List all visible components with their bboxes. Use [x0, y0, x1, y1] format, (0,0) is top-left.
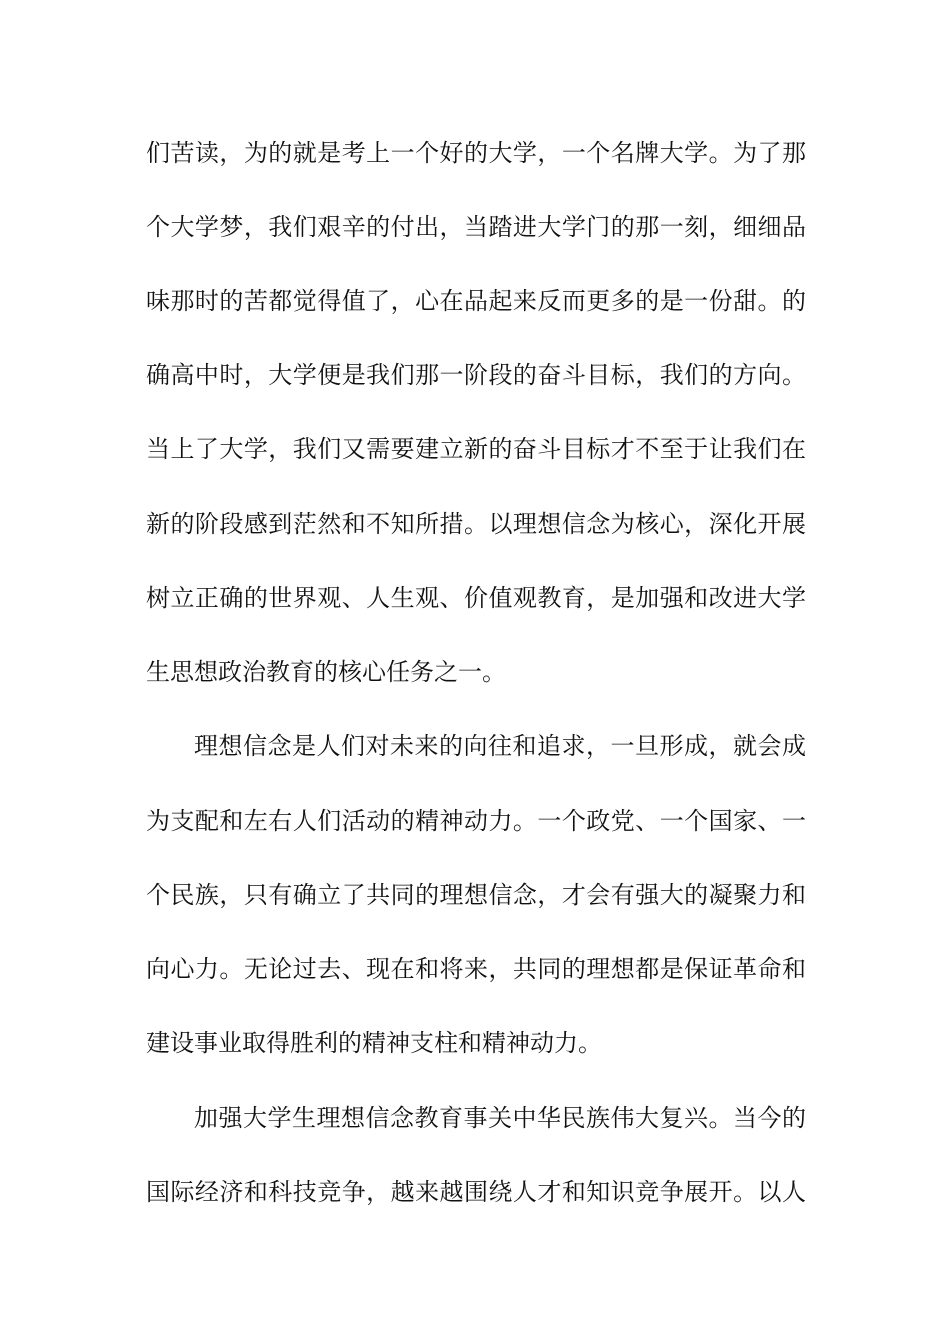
- text-line: 味那时的苦都觉得值了，心在品起来反而更多的是一份甜。的: [146, 287, 806, 315]
- paragraph-first-line: 理想信念是人们对未来的向往和追求，一旦形成，就会成: [194, 732, 806, 760]
- text-line: 新的阶段感到茫然和不知所措。以理想信念为核心，深化开展: [146, 510, 806, 538]
- paragraph-first-line: 加强大学生理想信念教育事关中华民族伟大复兴。当今的: [194, 1104, 806, 1132]
- text-line: 为支配和左右人们活动的精神动力。一个政党、一个国家、一: [146, 807, 806, 835]
- text-line: 个大学梦，我们艰辛的付出，当踏进大学门的那一刻，细细品: [146, 213, 806, 241]
- text-line: 树立正确的世界观、人生观、价值观教育，是加强和改进大学: [146, 584, 806, 612]
- text-line: 个民族，只有确立了共同的理想信念，才会有强大的凝聚力和: [146, 881, 806, 909]
- text-line: 确高中时，大学便是我们那一阶段的奋斗目标，我们的方向。: [146, 361, 806, 389]
- text-line: 当上了大学，我们又需要建立新的奋斗目标才不至于让我们在: [146, 435, 806, 463]
- text-line: 国际经济和科技竞争，越来越围绕人才和知识竞争展开。以人: [146, 1178, 806, 1206]
- text-line: 生思想政治教育的核心任务之一。: [146, 658, 506, 686]
- text-line: 建设事业取得胜利的精神支柱和精神动力。: [146, 1029, 602, 1057]
- text-line: 向心力。无论过去、现在和将来，共同的理想都是保证革命和: [146, 955, 806, 983]
- text-line: 们苦读，为的就是考上一个好的大学，一个名牌大学。为了那: [146, 139, 806, 167]
